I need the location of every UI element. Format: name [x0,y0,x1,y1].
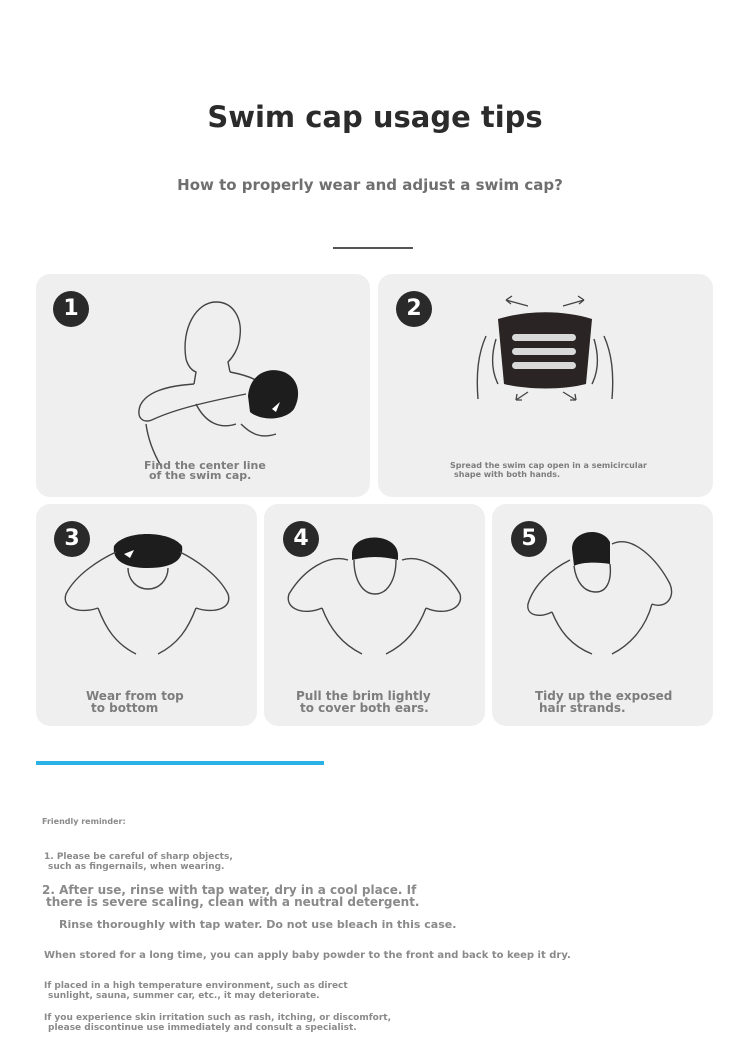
step-caption-line1: Tidy up the exposed [535,689,673,703]
step-caption-line1: Pull the brim lightly [296,689,431,703]
step-card-3 [36,504,257,726]
step-caption-line2: to bottom [91,701,159,715]
step-number-badge: 4 [283,521,319,557]
page-title: Swim cap usage tips [207,100,543,134]
reminder-item-1-line2: such as fingernails, when wearing. [48,862,225,872]
reminder-item-4: When stored for a long time, you can apply baby powder to the front and back to keep it dry. [44,950,571,961]
reminder-item-6-line1: If you experience skin irritation such as rash, itching, or discomfort, [44,1013,391,1023]
reminder-item-5-line1: If placed in a high temperature environment, such as direct [44,981,348,991]
reminder-item-2-line2: there is severe scaling, clean with a neutral detergent. [46,895,420,909]
step-number-badge: 2 [396,291,432,327]
step-card-5 [492,504,713,726]
reminder-item-6-line2: please discontinue use immediately and consult a specialist. [48,1023,357,1033]
title-divider [333,247,413,249]
step-caption-line2: shape with both hands. [454,470,561,479]
step-card-1 [36,274,370,497]
step-caption-line2: to cover both ears. [300,701,429,715]
page-subtitle: How to properly wear and adjust a swim cap? [177,176,563,194]
reminder-item-3: Rinse thoroughly with tap water. Do not use bleach in this case. [59,918,457,931]
step-card-2 [378,274,713,497]
reminder-item-2-line1: 2. After use, rinse with tap water, dry in a cool place. If [42,883,417,897]
reminder-item-5-line2: sunlight, sauna, summer car, etc., it may deteriorate. [48,991,320,1001]
reminder-heading: Friendly reminder: [42,817,126,826]
step-number-badge: 1 [53,291,89,327]
step-number-badge: 3 [54,521,90,557]
step-caption-line2: hair strands. [539,701,626,715]
step-caption-line1: Find the center line [144,459,266,472]
step-number-badge: 5 [511,521,547,557]
reminder-item-1-line1: 1. Please be careful of sharp objects, [44,852,233,862]
section-divider [36,761,324,765]
step-caption-line1: Spread the swim cap open in a semicircular [450,461,647,470]
step-card-4 [264,504,485,726]
step-caption-line1: Wear from top [86,689,184,703]
step-caption-line2: of the swim cap. [149,469,252,482]
